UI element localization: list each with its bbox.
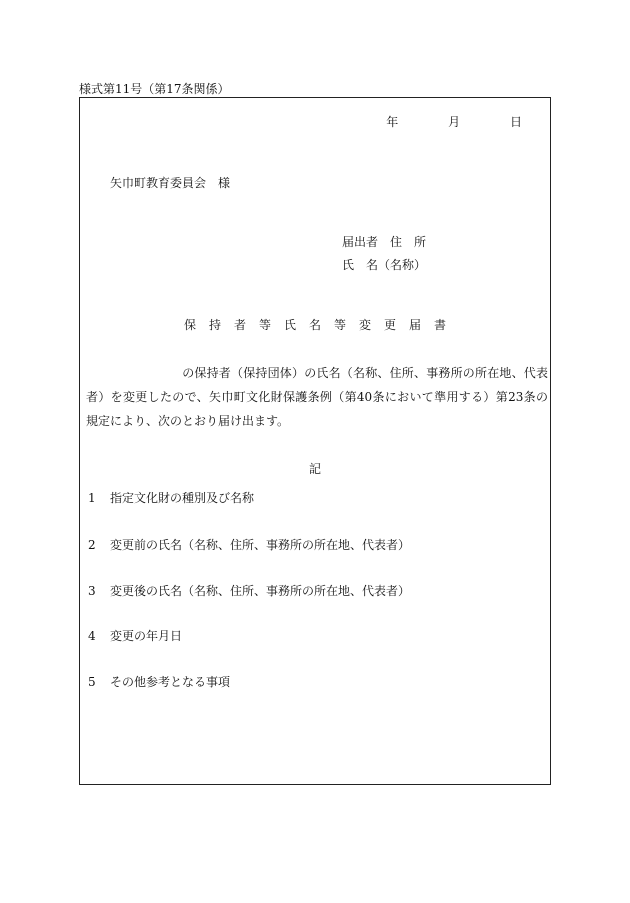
- addressee-name: 矢巾町教育委員会: [110, 176, 207, 190]
- item-number: 2: [88, 538, 96, 552]
- date-line: [386, 114, 522, 130]
- body-text: [86, 361, 548, 433]
- list-item: [88, 537, 410, 553]
- item-text: 変更の年月日: [110, 629, 183, 643]
- document-title: 保持者等氏名等変更届書: [183, 318, 459, 332]
- date-year-label: 年: [386, 115, 399, 129]
- item-text: 変更前の氏名（名称、住所、事務所の所在地、代表者）: [110, 538, 411, 552]
- form-number: 様式第11号（第17条関係）: [79, 82, 230, 96]
- submitter-name: 氏 名（名称）: [342, 258, 427, 272]
- item-number: 1: [88, 491, 96, 505]
- date-day-label: 日: [509, 115, 522, 129]
- item-number: 4: [88, 629, 96, 643]
- item-number: 5: [88, 675, 96, 689]
- item-text: その他参考となる事項: [110, 675, 231, 689]
- submitter-label: 届出者: [342, 235, 379, 249]
- item-text: 指定文化財の種別及び名称: [110, 491, 255, 505]
- item-text: 変更後の氏名（名称、住所、事務所の所在地、代表者）: [110, 584, 411, 598]
- date-month-label: 月: [448, 115, 461, 129]
- addressee: [110, 175, 230, 191]
- list-item: [88, 490, 254, 506]
- item-number: 3: [88, 584, 96, 598]
- ki-heading: 記: [308, 462, 321, 476]
- form-frame: [79, 97, 551, 785]
- list-item: [88, 583, 410, 599]
- list-item: [88, 674, 230, 690]
- addressee-honorific: 様: [218, 176, 231, 190]
- submitter-address: [342, 234, 426, 250]
- list-item: [88, 628, 182, 644]
- submitter-address-label: 住 所: [390, 235, 427, 249]
- body-paragraph: の保持者（保持団体）の氏名（名称、住所、事務所の所在地、代表者）を変更したので、矢巾町文化財保護条例（第40条において準用する）第23条の規定により、次のとおり届け出ます。: [86, 366, 548, 428]
